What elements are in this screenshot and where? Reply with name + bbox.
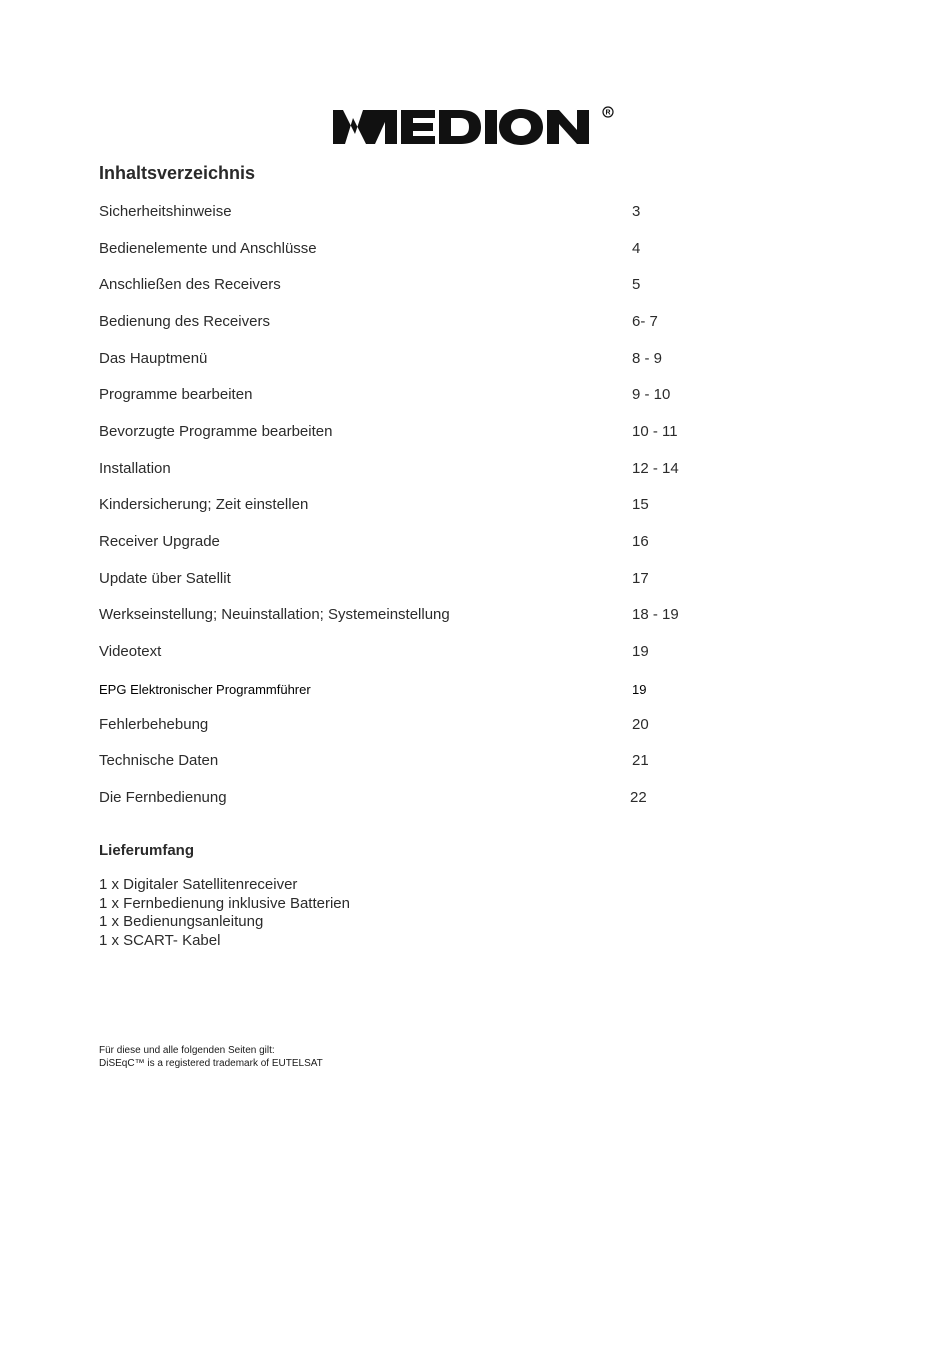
toc-entry-label: Die Fernbedienung <box>99 789 227 806</box>
medion-logo <box>333 104 615 150</box>
medion-logo-graphic <box>333 104 615 150</box>
supply-list <box>99 876 350 951</box>
toc-entry-label: Anschließen des Receivers <box>99 276 281 293</box>
toc-entry-label: Programme bearbeiten <box>99 386 253 403</box>
footnote <box>99 1044 323 1070</box>
toc-entry <box>99 789 719 811</box>
toc-entry <box>99 460 719 482</box>
toc-entry <box>99 350 719 372</box>
toc-entry <box>99 752 719 774</box>
svg-text:R: R <box>605 109 611 117</box>
toc-entry <box>99 423 719 445</box>
toc-entry <box>99 203 719 225</box>
toc-entry-label: EPG Elektronischer Programmführer <box>99 682 311 697</box>
toc-title: Inhaltsverzeichnis <box>99 163 256 183</box>
toc-entry-page: 3 <box>632 203 641 220</box>
toc-entry <box>99 682 719 704</box>
toc-entry-label: Sicherheitshinweise <box>99 203 232 220</box>
toc-entry <box>99 240 719 262</box>
toc-entry-page: 22 <box>630 789 647 806</box>
toc-entry-page: 5 <box>632 276 641 293</box>
toc-entry <box>99 533 719 555</box>
toc-entry-page: 4 <box>632 240 641 257</box>
toc-entry <box>99 496 719 518</box>
supply-title: Lieferumfang <box>99 842 195 859</box>
toc-entry-page: 12 - 14 <box>632 460 679 477</box>
toc-entry <box>99 606 719 628</box>
toc-entry-page: 9 - 10 <box>632 386 671 403</box>
toc-entry-label: Kindersicherung; Zeit einstellen <box>99 496 309 513</box>
toc-entry-page: 17 <box>632 570 649 587</box>
toc-entry-label: Videotext <box>99 643 162 660</box>
toc-entry <box>99 716 719 738</box>
toc-entry <box>99 313 719 335</box>
supply-item: 1 x Bedienungsanleitung <box>99 913 264 931</box>
toc-entry-label: Fehlerbehebung <box>99 716 209 733</box>
toc-entry <box>99 570 719 592</box>
toc-entry-label: Technische Daten <box>99 752 219 769</box>
toc-entry <box>99 643 719 665</box>
toc-entry-page: 19 <box>632 643 649 660</box>
toc-entry <box>99 276 719 298</box>
toc-entry-label: Bedienelemente und Anschlüsse <box>99 240 317 257</box>
toc-entry-label: Werkseinstellung; Neuinstallation; Systemeinstellung <box>99 606 450 623</box>
toc-entry <box>99 386 719 408</box>
toc-entry-page: 18 - 19 <box>632 606 679 623</box>
toc-entry-page: 19 <box>632 682 647 697</box>
toc-entry-page: 8 - 9 <box>632 350 663 367</box>
toc-entry-label: Das Hauptmenü <box>99 350 208 367</box>
toc-entry-page: 21 <box>632 752 649 769</box>
footnote-trademark: DiSEqC™ is a registered trademark of EUTELSAT <box>99 1058 323 1069</box>
supply-item: 1 x SCART- Kabel <box>99 932 221 950</box>
toc-entry-page: 16 <box>632 533 649 550</box>
toc-entry-label: Receiver Upgrade <box>99 533 220 550</box>
toc-entry-label: Bevorzugte Programme bearbeiten <box>99 423 333 440</box>
footnote-line: Für diese und alle folgenden Seiten gilt: <box>99 1045 275 1056</box>
toc-entry-page: 20 <box>632 716 649 733</box>
toc-entry-page: 6- 7 <box>632 313 658 330</box>
toc-entry-label: Installation <box>99 460 171 477</box>
toc-entry-page: 10 - 11 <box>632 423 678 440</box>
toc-entry-page: 15 <box>632 496 649 513</box>
supply-item: 1 x Digitaler Satellitenreceiver <box>99 876 298 893</box>
toc-entry-label: Bedienung des Receivers <box>99 313 270 330</box>
toc-entry-label: Update über Satellit <box>99 570 231 587</box>
supply-item: 1 x Fernbedienung inklusive Batterien <box>99 894 350 912</box>
